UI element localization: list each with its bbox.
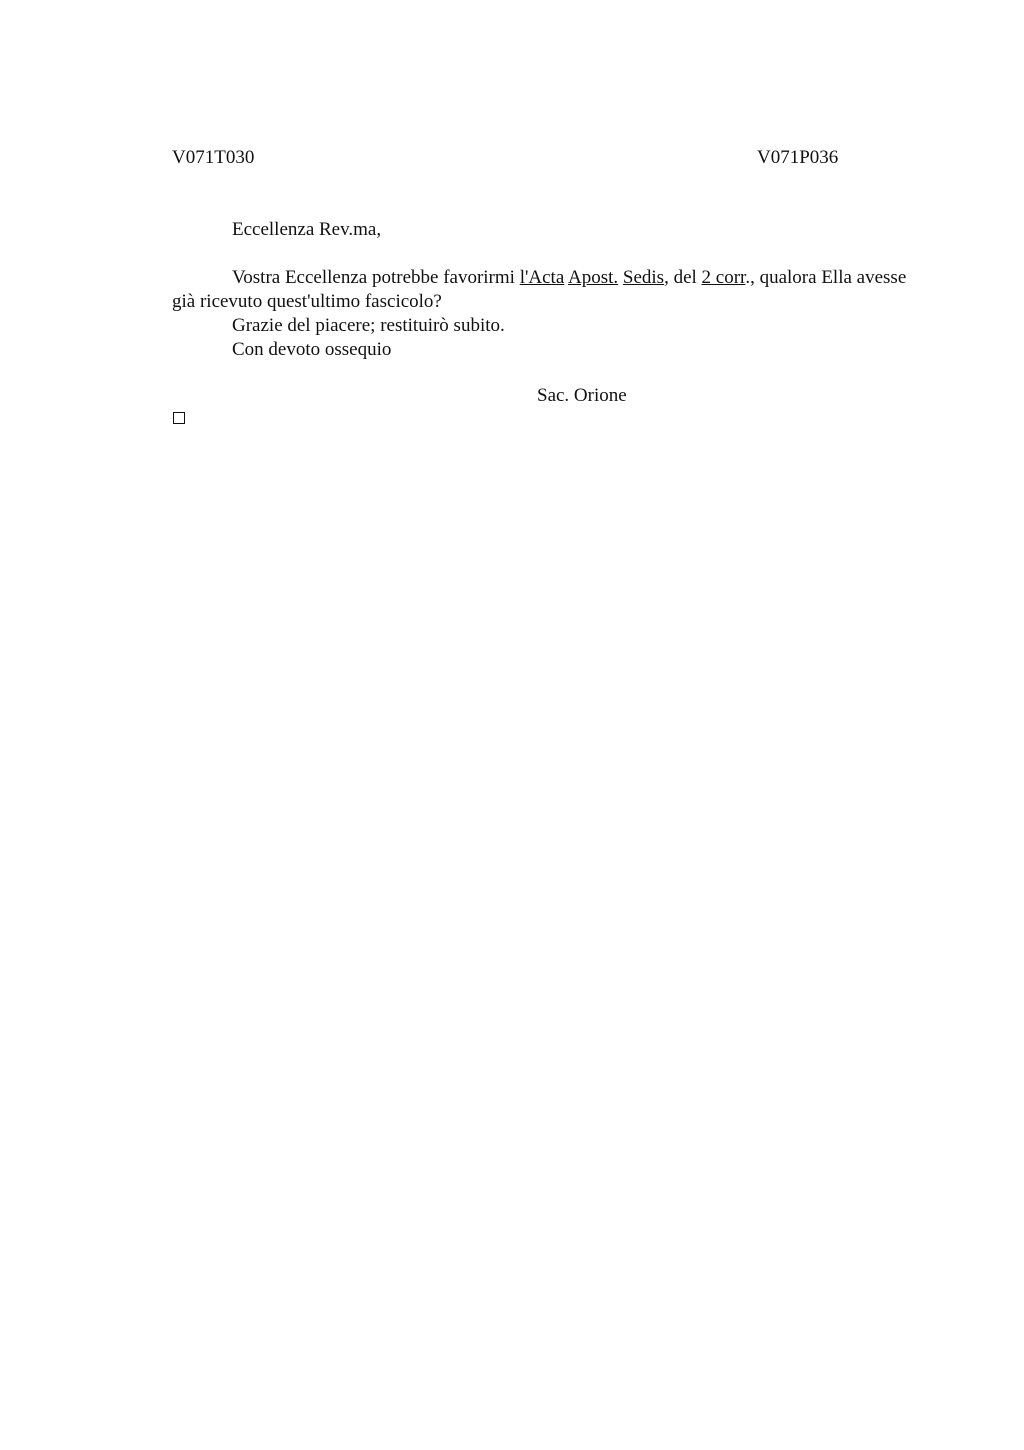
paragraph-text: ., qualora Ella avesse già ricevuto quest'ultimo fascicolo? bbox=[172, 267, 907, 312]
underlined-sedis: Sedis bbox=[622, 267, 665, 288]
paragraph-text: , del bbox=[664, 267, 702, 288]
letter-body bbox=[172, 266, 917, 362]
underlined-corr: 2 corr bbox=[701, 267, 746, 288]
paragraph-text: Vostra Eccellenza potrebbe favorirmi bbox=[232, 267, 520, 288]
document-code-right: V071P036 bbox=[757, 147, 839, 168]
underlined-acta: l'Acta bbox=[519, 267, 565, 288]
letter-line-thanks: Grazie del piacere; restituirò subito. bbox=[232, 315, 505, 336]
empty-square-icon bbox=[173, 412, 185, 424]
letter-salutation bbox=[172, 218, 917, 242]
letter-line-closing: Con devoto ossequio bbox=[232, 339, 392, 360]
letter-paragraph-1 bbox=[172, 266, 917, 314]
underlined-apost: Apost. bbox=[567, 267, 619, 288]
document-code-left: V071T030 bbox=[172, 147, 255, 168]
salutation-text: Eccellenza Rev.ma, bbox=[232, 219, 382, 240]
letter-signature: Sac. Orione bbox=[537, 385, 627, 406]
